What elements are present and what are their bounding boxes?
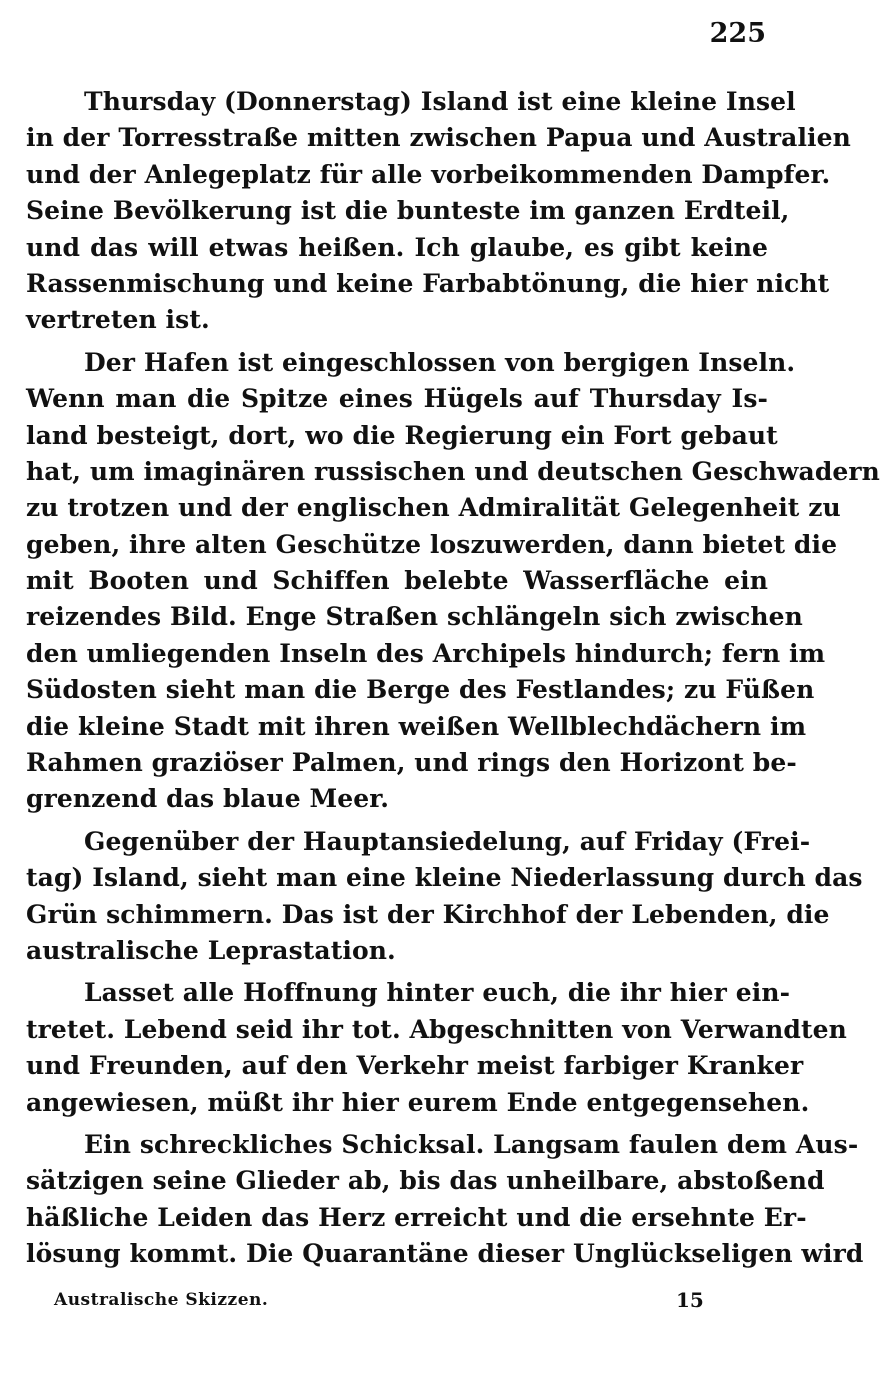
text-line: und der Anlegeplatz für alle vorbeikommenden Dampfer. [26,159,831,189]
text-line: Seine Bevölkerung ist die bunteste im ganzen Erdteil, [26,196,790,226]
body-text [26,84,880,1279]
text-line: mit Booten und Schiffen belebte Wasserfläche ein [26,566,768,596]
paragraph [26,1127,864,1273]
page-number: 225 [709,18,766,49]
text-line: Südosten sieht man die Berge des Festlandes; zu Füßen [26,675,815,705]
paragraph [26,975,847,1121]
text-line: Rahmen graziöser Palmen, und rings den Horizont be- [26,748,797,778]
text-line: Lasset alle Hoffnung hinter euch, die ihr hier ein- [84,978,791,1008]
text-line: den umliegenden Inseln des Archipels hindurch; fern im [26,638,826,668]
text-line: in der Torresstraße mitten zwischen Papua und Australien [26,123,851,153]
footer-signature: Australische Skizzen. [54,1290,269,1310]
text-line: tag) Island, sieht man eine kleine Niederlassung durch das [26,863,863,893]
text-line: vertreten ist. [26,305,210,335]
paragraph [26,84,851,339]
text-line: tretet. Lebend seid ihr tot. Abgeschnitten von Verwandten [26,1014,847,1044]
text-line: zu trotzen und der englischen Admiralität Gelegenheit zu [26,493,841,523]
text-line: lösung kommt. Die Quarantäne dieser Unglückseligen wird [26,1239,864,1269]
text-line: und Freunden, auf den Verkehr meist farbiger Kranker [26,1051,804,1081]
text-line: und das will etwas heißen. Ich glaube, es gibt keine [26,232,768,262]
text-line: Wenn man die Spitze eines Hügels auf Thursday Is- [26,384,768,414]
text-line: Gegenüber der Hauptansiedelung, auf Friday (Frei- [84,826,811,856]
footer-sheet-number: 15 [676,1288,704,1312]
text-line: häßliche Leiden das Herz erreicht und die ersehnte Er- [26,1202,807,1232]
text-line: sätzigen seine Glieder ab, bis das unheilbare, abstoßend [26,1166,825,1196]
text-line: grenzend das blaue Meer. [26,784,390,814]
text-line: Der Hafen ist eingeschlossen von bergigen Inseln. [84,347,796,377]
text-line: die kleine Stadt mit ihren weißen Wellblechdächern im [26,711,807,741]
text-line: Thursday (Donnerstag) Island ist eine kleine Insel [84,87,796,116]
paragraph [26,345,880,818]
text-line: australische Leprastation. [26,935,396,965]
text-line: angewiesen, müßt ihr hier eurem Ende entgegensehen. [26,1087,810,1117]
text-line: geben, ihre alten Geschütze loszuwerden, dann bietet die [26,529,838,559]
text-line: Ein schreckliches Schicksal. Langsam faulen dem Aus- [84,1129,859,1159]
text-line: land besteigt, dort, wo die Regierung ein Fort gebaut [26,420,778,450]
text-line: Rassenmischung und keine Farbabtönung, die hier nicht [26,268,830,298]
text-line: Grün schimmern. Das ist der Kirchhof der Lebenden, die [26,899,830,929]
paragraph [26,824,863,970]
text-line: hat, um imaginären russischen und deutschen Geschwadern [26,456,880,486]
text-line: reizendes Bild. Enge Straßen schlängeln sich zwischen [26,602,803,632]
